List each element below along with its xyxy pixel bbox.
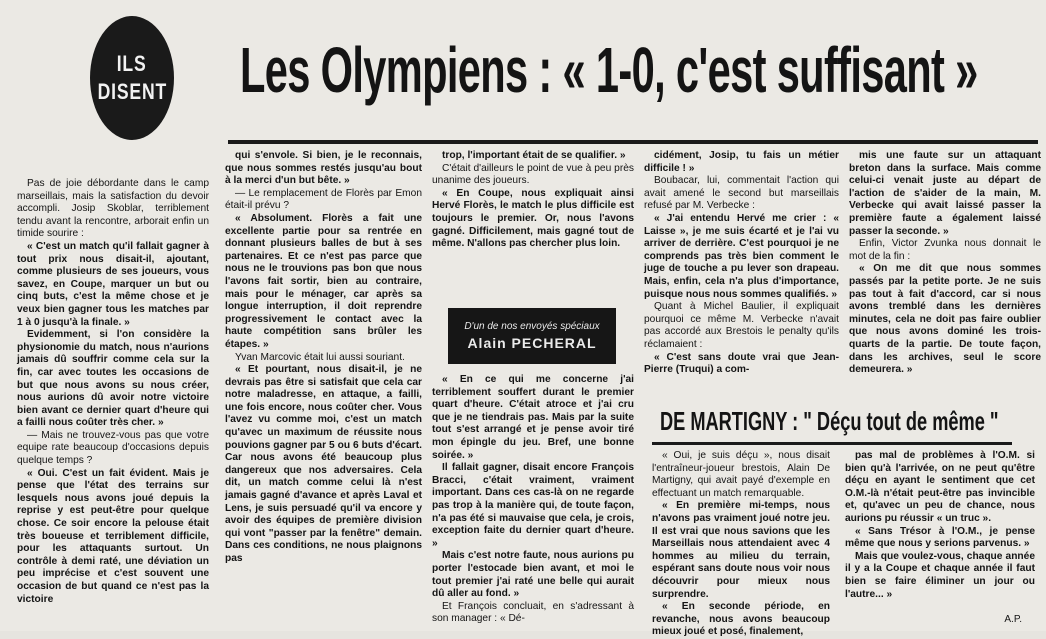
column-4 — [644, 150, 839, 410]
paragraph: Et François concluait, en s'adressant à son manager : « Dé- — [432, 600, 634, 625]
column-3 — [432, 150, 634, 300]
headline-rule — [228, 140, 1038, 144]
subhead-rule — [652, 442, 1012, 445]
paragraph: « C'est sans doute vrai que Jean-Pierre (Truqui) a com- — [644, 351, 839, 376]
paragraph: « En première mi-temps, nous n'avons pas vraiment joué notre jeu. Il est vrai que nous savions que les Marseillais nous attendaient avec 4 hommes au milieu du terrain, espérant sans doute nous voir nous découvrir pour mieux nous surprendre. — [652, 500, 830, 600]
paragraph: « En ce qui me concerne j'ai terriblement souffert durant le premier quart d'heure. C'était atroce et j'ai cru que je ne tiendrais pas. Mais par la suite tout s'est arrangé et je pense avoir tiré mon épingle du jeu. Bref, une bonne soirée. » — [432, 374, 634, 461]
column-1 — [17, 178, 209, 628]
paragraph: C'était d'ailleurs le point de vue à peu près unanime des joueurs. — [432, 162, 634, 187]
envoy-author: Alain PECHERAL — [467, 335, 597, 351]
badge-line-1: ILS — [117, 51, 147, 76]
paragraph: Mais c'est notre faute, nous aurions pu porter l'estocade bien avant, et moi le tout premier j'ai raté une belle qui aurait dû aller au fond. » — [432, 550, 634, 600]
paragraph: « En Coupe, nous expliquait ainsi Hervé Florès, le match le plus difficile est toujours le premier. Or, nous l'avons gagné. Difficilement, mais gagné tout de même. N'allons pas chercher plus loin. — [432, 187, 634, 250]
paragraph: cidément, Josip, tu fais un métier difficile ! » — [644, 150, 839, 174]
paragraph: Enfin, Victor Zvunka nous donnait le mot de la fin : — [849, 238, 1041, 262]
paragraph: Quant à Michel Baulier, il expliquait pourquoi ce même M. Verbecke n'avait pas accordé aux Brestois le penalty qu'ils réclamaient : — [644, 301, 839, 350]
paragraph: « En seconde période, en revanche, nous avons beaucoup mieux joué et posé, finalement, — [652, 601, 830, 638]
paragraph: « C'est un match qu'il fallait gagner à tout prix nous disait-il, ajoutant, comme plusieurs de ses joueurs, vous savez, en Coupe, marquer un but ou cinq buts, c'est la même chose et je veux bien gagner tous les matches par 1 à 0 jusqu'à la finale. » — [17, 240, 209, 328]
column-martigny-1 — [652, 450, 830, 638]
column-3-lower — [432, 374, 634, 628]
paragraph: Evidemment, si l'on considère la physionomie du match, nous n'aurions jamais dû souffrir comme cela sur la fin, car avec toutes les occasions de but que nous avons su nous créer, nous aurions dû avoir notre victoire bien avant ce dernier quart d'heure qui a failli nous coûter très cher. » — [17, 329, 209, 429]
column-5 — [849, 150, 1041, 390]
headline: Les Olympiens : « 1-0, c'est suffisant » — [240, 34, 978, 106]
badge-line-2: DISENT — [97, 79, 167, 104]
paragraph: « On me dit que nous sommes passés par la petite porte. Je ne suis pas tout à fait d'accord, car si nous avons tremblé dans les dernières minutes, cela ne doit pas faire oublier que nous avons dominé les trois-quarts de la partie. De toute façon, dans les archives, seul le score demeurera. » — [849, 263, 1041, 376]
paragraph: « Absolument. Florès a fait une excellente partie pour sa rentrée en donnant plusieurs balles de but à ses partenaires. Et ce n'est pas parce que nous ne le trouvions pas bon que nous l'avons fait sortir, bien au contraire, mais pour le ménager, car après sa longue interruption, il doit reprendre progressivement le contact avec la haute compétition sans brûler les étapes. » — [225, 212, 422, 350]
paragraph: Boubacar, lui, commentait l'action qui avait amené le second but marseillais refusé par M. Verbecke : — [644, 175, 839, 212]
paragraph: trop, l'important était de se qualifier. » — [442, 150, 626, 161]
envoy-box — [448, 308, 616, 364]
paragraph: Pas de joie débordante dans le camp marseillais, mais la satisfaction du devoir accompli. Josip Skoblar, terriblement tendu avant la rencontre, arborait enfin un timide sourire : — [17, 178, 209, 240]
signature: A.P. — [1004, 614, 1022, 625]
paragraph: « Oui, je suis déçu », nous disait l'entraîneur-joueur brestois, Alain De Martigny, qui avait payé d'exemple en effectuant un match remarquable. — [652, 450, 830, 499]
paragraph: mis une faute sur un attaquant breton dans la surface. Mais comme celui-ci venait juste au départ de l'action de s'aider de la main, M. Verbecke qui avait laissé passer la première faute a également laissé passer la seconde. » — [849, 150, 1041, 237]
ils-disent-badge — [90, 16, 174, 140]
paragraph: Il fallait gagner, disait encore François Bracci, c'était vraiment, vraiment important. Dans ces cas-là on ne regarde pas trop à la manière qui, de toute façon, n'a pas été si mauvaise que cela, je crois, exception faite du dernier quart d'heure. » — [432, 462, 634, 549]
paragraph: « Sans Trésor à l'O.M., je pense même que nous y serions parvenus. » — [845, 525, 1035, 550]
paragraph: qui s'envole. Si bien, je le reconnais, que nous sommes restés jusqu'au bout à la merci d'un but bête. » — [225, 150, 422, 187]
paragraph: « J'ai entendu Hervé me crier : « Laisse », je me suis écarté et je l'ai vu arriver de derrière. C'est pourquoi je ne comprends pas très bien comment le juge de touche a pu lever son drapeau. Mais, enfin, cela n'a plus d'importance, puisque nous nous sommes qualifiés. » — [644, 212, 839, 300]
paragraph: — Mais ne trouvez-vous pas que votre equipe rate beaucoup d'occasions depuis quelque temps ? — [17, 429, 209, 467]
paragraph: Mais que voulez-vous, chaque année il y a la Coupe et chaque année il faut bien se faire éliminer un jour ou l'autre... » — [845, 550, 1035, 600]
paragraph: pas mal de problèmes à l'O.M. si bien qu'à l'arrivée, on ne peut qu'être déçu en ayant le sentiment que cet O.M.-là n'était peut-être pas invincible et, qu'avec un peu de chance, nous aurions pu réussir « un truc ». — [845, 450, 1035, 524]
martigny-subhead: DE MARTIGNY : " Déçu tout de même " — [660, 406, 999, 436]
paragraph: Yvan Marcovic était lui aussi souriant. — [235, 351, 405, 363]
paragraph: « Oui. C'est un fait évident. Mais je pense que l'état des terrains sur lesquels nous avons joué depuis la reprise y est peut-être pour quelque chose. Ce soir encore la pelouse était très boueuse et terriblement difficile, pour les attaquants surtout. Un contrôle à demi raté, une déviation un peu imprécise et c'est souvent une occasion de but quand ce n'est pas la victoire — [17, 467, 209, 605]
column-2 — [225, 150, 422, 628]
column-martigny-2 — [845, 450, 1035, 615]
paragraph: « Et pourtant, nous disait-il, je ne devrais pas être si satisfait que cela car notre maladresse, en attaque, a failli, une fois encore, nous coûter cher. Vous l'avez vu comme moi, c'est un match qu'avec un maximum de réussite nous pouvions gagner par 5 ou 6 buts d'écart. Car nous avons été beaucoup plus dangereux que nos adversaires. Cela dit, un match comme celui là n'est jamais gagné d'avance et après Laval et Lens, je suis persuadé qu'il va encore y avoir des équipes de première division qui vont "passer par la fenêtre" demain. Dans ces conditions, ne nous plaignons pas — [225, 364, 422, 564]
paragraph: — Le remplacement de Florès par Emon était-il prévu ? — [225, 187, 422, 212]
envoy-label: D'un de nos envoyés spéciaux — [464, 321, 600, 332]
